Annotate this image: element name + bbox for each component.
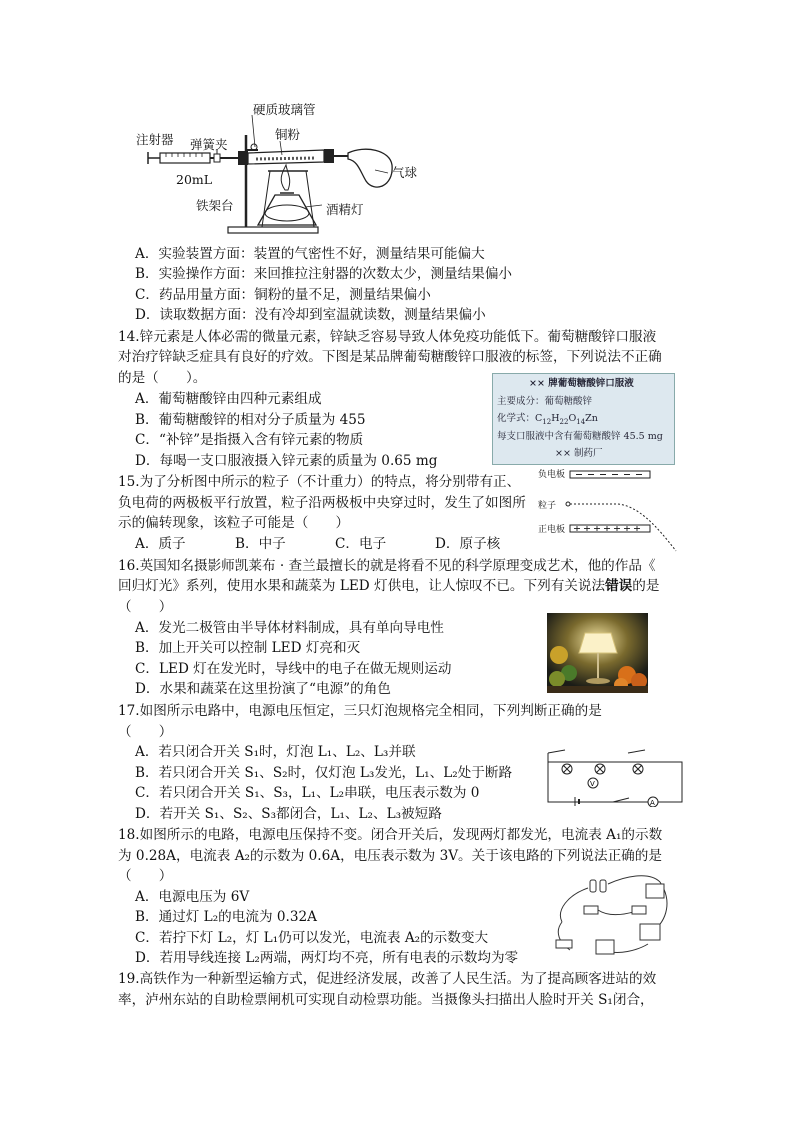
product-label-ingredient: 主要成分：葡萄糖酸锌 <box>497 396 593 407</box>
q18-stem-line2: 为 0.28A，电流表 A₂的示数为 0.6A，电压表示数为 3V。关于该电路的下列说法正确的是 <box>118 848 662 864</box>
neg-plate-label: 负电板 <box>538 470 566 480</box>
q18-option-c: C．若拧下灯 L₂，灯 L₁仍可以发光，电流表 A₂的示数变大 <box>135 930 489 946</box>
q14-option-b: B．葡萄糖酸锌的相对分子质量为 455 <box>135 412 366 428</box>
q19-stem-line2: 率，泸州东站的自助检票闸机可实现自动检票功能。当摄像头扫描出人脸时开关 S₁闭合， <box>118 992 654 1008</box>
svg-text:V: V <box>590 780 595 788</box>
q15-option-a: A．质子 <box>135 536 186 552</box>
injector-label: 注射器 <box>136 132 174 147</box>
product-label-formula: 化学式：$C_{12}H_{22}O_{14}Zn$ <box>497 413 598 426</box>
q13-option-a: A．实验装置方面：装置的气密性不好，测量结果可能偏大 <box>135 246 485 262</box>
q14-option-a: A．葡萄糖酸锌由四种元素组成 <box>135 391 322 407</box>
particle-label: 粒子 <box>538 501 557 511</box>
q15-option-d: D．原子核 <box>435 536 501 552</box>
circuit-figure-q18 <box>548 870 676 960</box>
pos-plate-label: 正电板 <box>538 525 566 535</box>
q14-stem-line1: 14.锌元素是人体必需的微量元素，锌缺乏容易导致人体免疫功能低下。葡萄糖酸锌口服液 <box>118 329 657 345</box>
svg-text:A: A <box>650 799 655 807</box>
volume-label: 20mL <box>176 172 213 187</box>
q18-option-b: B．通过灯 L₂的电流为 0.32A <box>135 909 317 925</box>
q16-stem-line1: 16.英国知名摄影师凯莱布 · 查兰最擅长的就是将看不见的科学原理变成艺术，他的作品《 <box>118 558 656 574</box>
q16-option-c: C．LED 灯在发光时，导线中的电子在做无规则运动 <box>135 661 452 677</box>
q17-option-b: B．若只闭合开关 S₁、S₂时，仅灯泡 L₃发光，L₁、L₂处于断路 <box>135 765 513 781</box>
q16-option-b: B．加上开关可以控制 LED 灯亮和灭 <box>135 640 361 656</box>
q19-stem-line1: 19.高铁作为一种新型运输方式，促进经济发展，改善了人民生活。为了提高顾客进站的效 <box>118 971 657 987</box>
product-label <box>492 373 675 465</box>
q16-emphasis: 错误 <box>605 578 633 594</box>
q13-option-c: C．药品用量方面：铜粉的量不足，测量结果偏小 <box>135 287 431 303</box>
q13-option-b: B．实验操作方面：来回推拉注射器的次数太少，测量结果偏小 <box>135 266 513 282</box>
q17-stem-line1: 17.如图所示电路中，电源电压恒定，三只灯泡规格完全相同，下列判断正确的是 <box>118 703 602 719</box>
q18-option-d: D．若用导线连接 L₂两端，两灯均不亮，所有电表的示数均为零 <box>135 950 519 966</box>
product-label-maker: ×× 制药厂 <box>555 448 603 459</box>
stand-label: 铁架台 <box>196 198 234 213</box>
q17-option-a: A．若只闭合开关 S₁时，灯泡 L₁、L₂、L₃并联 <box>135 744 416 760</box>
q17-option-d: D．若开关 S₁、S₂、S₃都闭合，L₁、L₂、L₃被短路 <box>135 806 442 822</box>
q15-stem-line2: 负电荷的两极板平行放置，粒子沿两极板中央穿过时，发生了如图所 <box>118 495 526 511</box>
plates-figure <box>538 465 678 553</box>
q16-option-d: D．水果和蔬菜在这里扮演了“电源”的角色 <box>135 681 391 697</box>
circuit-drawing-q18 <box>548 870 676 960</box>
apparatus-figure <box>130 95 440 240</box>
q18-stem-line3: （ ） <box>118 868 173 884</box>
copper-label: 铜粉 <box>275 127 301 142</box>
q13-option-d: D．读取数据方面：没有冷却到室温就读数，测量结果偏小 <box>135 307 486 323</box>
q16-stem-line2: 回归灯光》系列，使用水果和蔬菜为 LED 灯供电，让人惊叹不已。下列有关说法错误的是 <box>118 578 660 594</box>
q15-stem-line1: 15.为了分析图中所示的粒子（不计重力）的特点，将分别带有正、 <box>118 474 521 490</box>
product-label-content: 每支口服液中含有葡萄糖酸锌 45.5 mg <box>497 431 663 442</box>
clip-label: 弹簧夹 <box>190 137 228 152</box>
q17-stem-line2: （ ） <box>118 724 173 740</box>
q15-option-b: B．中子 <box>235 536 286 552</box>
balloon-label: 气球 <box>392 165 418 180</box>
lamp-photo <box>547 613 648 693</box>
q16-option-a: A．发光二极管由半导体材料制成，具有单向导电性 <box>135 620 444 636</box>
q16-stem-line3: （ ） <box>118 599 173 615</box>
q17-option-c: C．若只闭合开关 S₁、S₃，L₁、L₂串联，电压表示数为 0 <box>135 785 480 801</box>
circuit-figure-q17 <box>545 745 685 807</box>
lamp-photo-image <box>547 613 648 693</box>
q15-option-c: C．电子 <box>335 536 387 552</box>
q18-option-a: A．电源电压为 6V <box>135 889 250 905</box>
q14-option-d: D．每喝一支口服液摄入锌元素的质量为 0.65 mg <box>135 453 438 469</box>
q18-stem-line1: 18.如图所示的电路，电源电压保持不变。闭合开关后，发现两灯都发光，电流表 A₁的示数 <box>118 827 663 843</box>
lamp-label: 酒精灯 <box>326 202 364 217</box>
q14-stem-line3: 的是（ ）。 <box>118 370 207 386</box>
circuit-drawing-q17 <box>545 745 685 807</box>
tube-label: 硬质玻璃管 <box>253 102 316 117</box>
product-label-title: ×× 牌葡萄糖酸锌口服液 <box>529 378 634 389</box>
q14-stem-line2: 对治疗锌缺乏症具有良好的疗效。下图是某品牌葡萄糖酸锌口服液的标签，下列说法不正确 <box>118 349 662 365</box>
q14-option-c: C．“补锌”是指摄入含有锌元素的物质 <box>135 432 364 448</box>
q15-stem-line3: 示的偏转现象，该粒子可能是（ ） <box>118 515 350 531</box>
